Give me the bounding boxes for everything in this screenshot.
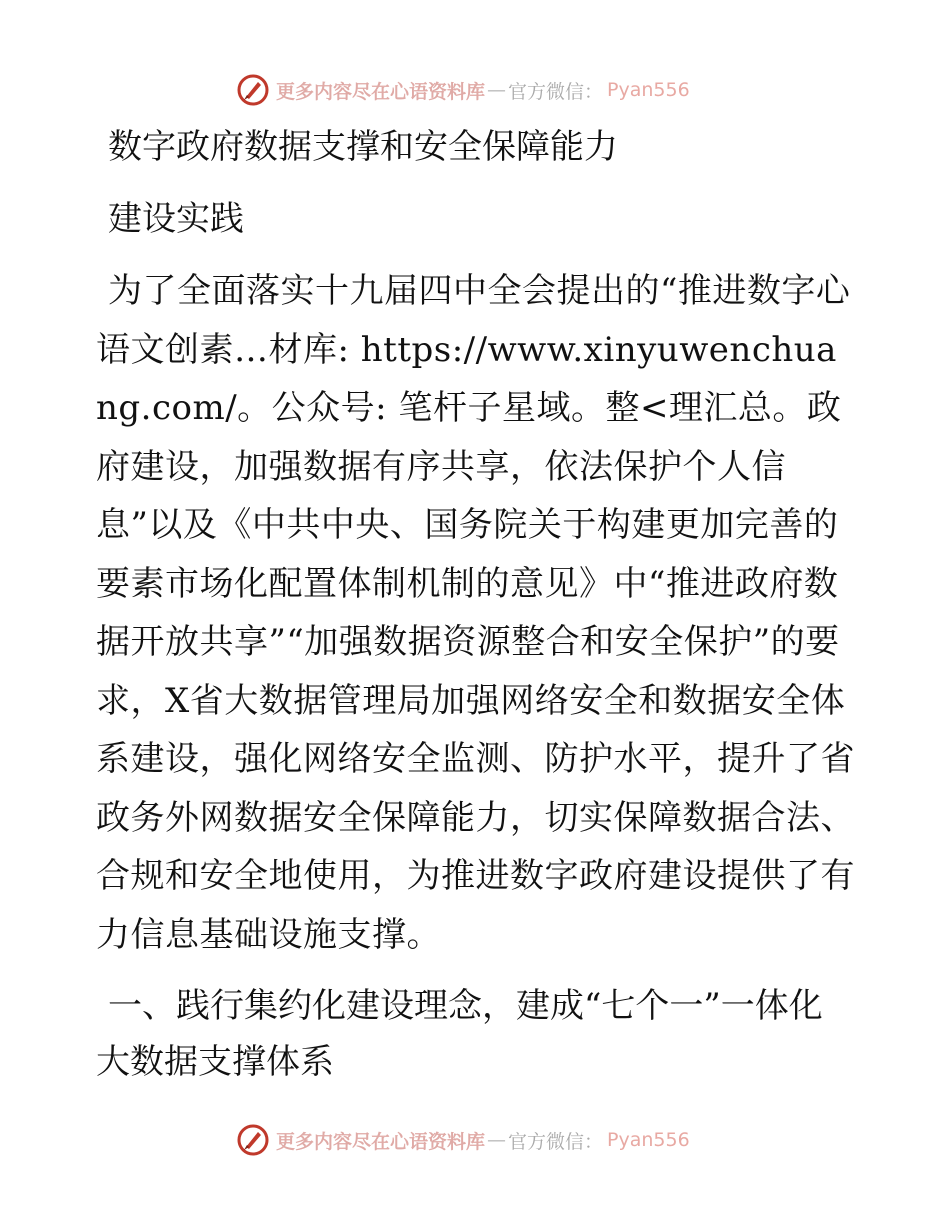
watermark-dash: —: [487, 1129, 507, 1151]
document-title-line-1: 数字政府数据支撑和安全保障能力: [108, 127, 618, 167]
watermark-wechat-id: Pyan556: [607, 1129, 690, 1151]
watermark-official-label: 官方微信：: [508, 1130, 604, 1153]
watermark-text: 更多内容尽在心语资料库: [276, 1130, 486, 1153]
body-paragraph: 为了全面落实十九届四中全会提出的“推进数字心语文创素…材库: https://www.xinyuwenchuang.com/。公众号: 笔杆子星域。整<理汇总。政府建设，加强数据有序共享，依法保护个人信息”以及《中共中央、国务院关于构建更加完善的要素市场化配置体制机制的意见》中“推进政府数据开放共享”“加强数据资源整合和安全保护”的要求，X省大数据管理局加强网络安全和数据安全体系建设，强化网络安全监测、防护水平，提升了省政务外网数据安全保障能力，切实保障数据合法、合规和安全地使用，为推进数字政府建设提供了有力信息基础设施支撑。: [96, 271, 855, 955]
watermark-official-label: 官方微信：: [508, 80, 604, 103]
footer-watermark: [236, 1122, 690, 1158]
quill-pen-logo-icon: [236, 73, 270, 107]
watermark-wechat-id: Pyan556: [607, 79, 690, 101]
document-title-line-2: 建设实践: [108, 199, 244, 239]
document-body: [96, 118, 856, 1090]
section-heading: 一、践行集约化建设理念，建成“七个一”一体化大数据支撑体系: [96, 986, 823, 1082]
header-watermark: [236, 72, 690, 108]
watermark-text: 更多内容尽在心语资料库: [276, 80, 486, 103]
watermark-dash: —: [487, 79, 507, 101]
quill-pen-logo-icon: [236, 1123, 270, 1157]
